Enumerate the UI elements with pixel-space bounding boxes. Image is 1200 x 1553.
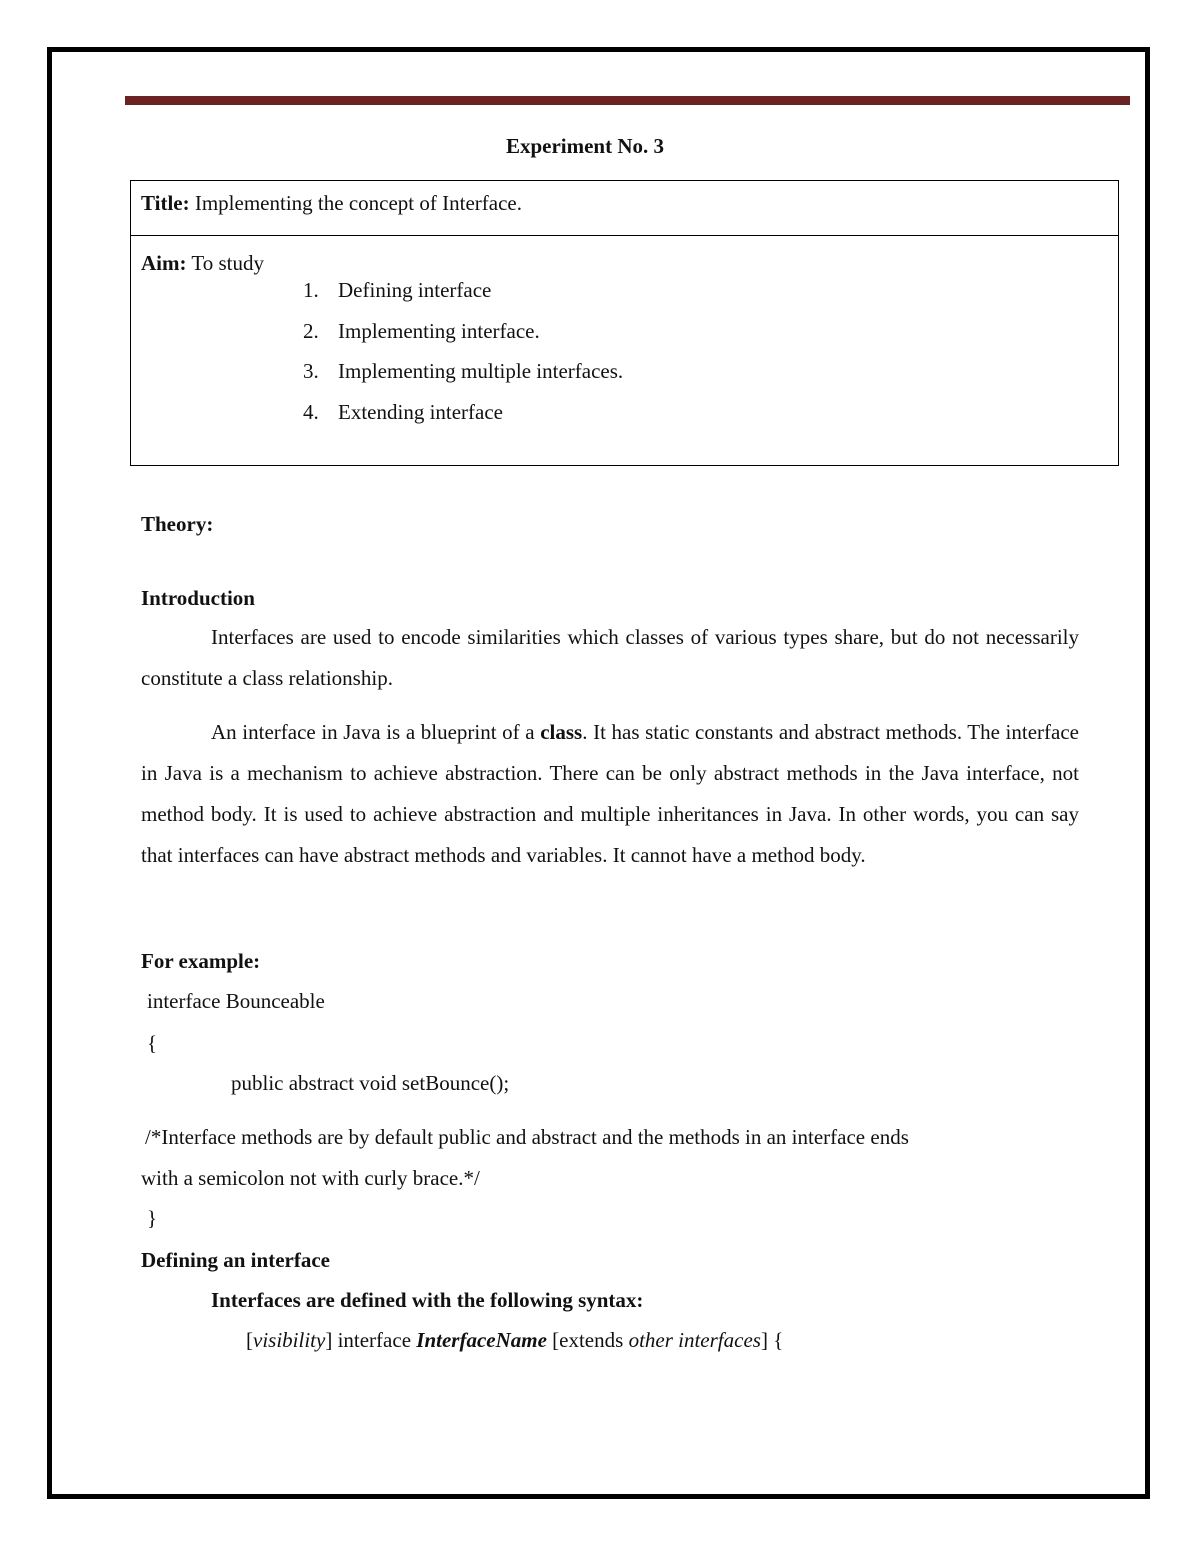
aim-item-number: 4.	[303, 400, 319, 424]
example-heading: For example:	[141, 949, 261, 973]
syntax-text: [extends	[546, 1328, 629, 1352]
syntax-interface-name: InterfaceName	[416, 1328, 547, 1352]
aim-item-text: Extending interface	[338, 400, 504, 424]
paragraph-text-end: . It has static constants and abstract methods. The interface in Java is a mechanism to achieve abstraction. There can be only abstract methods in the Java interface, not method body. It is used to achieve abstraction and multiple inheritances in Java. In other words, you can say that interfaces can have abstract methods and variables. It cannot have a method body.	[141, 720, 1079, 867]
aim-item-text: Implementing interface.	[338, 319, 540, 343]
paragraph-text-start: An interface in Java is a blueprint of a	[211, 720, 541, 744]
aim-item	[303, 321, 540, 342]
code-line: {	[147, 1031, 158, 1055]
intro-paragraph: Interfaces are used to encode similarities which classes of various types share, but do not necessarily constitute a class relationship.	[141, 625, 1079, 690]
introduction-heading: Introduction	[141, 586, 255, 610]
aim-text: To study	[186, 251, 264, 275]
theory-heading: Theory:	[141, 512, 214, 536]
syntax-bracket: [	[246, 1328, 253, 1352]
code-line: with a semicolon not with curly brace.*/	[141, 1166, 480, 1190]
title-text: Implementing the concept of Interface.	[189, 191, 522, 215]
syntax-text: ] {	[760, 1328, 784, 1352]
aim-item	[303, 402, 503, 423]
syntax-intro: Interfaces are defined with the following syntax:	[211, 1288, 644, 1312]
interface-definition-paragraph	[141, 712, 1079, 876]
aim-item-number: 3.	[303, 359, 319, 383]
syntax-visibility: visibility	[253, 1328, 326, 1352]
code-line: public abstract void setBounce();	[231, 1071, 510, 1095]
code-line: /*Interface methods are by default public and abstract and the methods in an interface ends	[145, 1125, 909, 1149]
syntax-other-interfaces: other interfaces	[628, 1328, 761, 1352]
aim-item	[303, 361, 623, 382]
aim-item-number: 1.	[303, 278, 319, 302]
aim-item	[303, 280, 491, 301]
aim-item-text: Defining interface	[338, 278, 492, 302]
aim-item-number: 2.	[303, 319, 319, 343]
title-label: Title:	[141, 191, 190, 215]
title-row	[141, 193, 522, 214]
box-divider	[131, 235, 1118, 236]
header-accent-bar	[125, 96, 1130, 105]
aim-label: Aim:	[141, 251, 187, 275]
syntax-line	[246, 1330, 783, 1351]
code-line: }	[147, 1206, 158, 1230]
title-aim-box	[130, 180, 1119, 466]
aim-row	[141, 253, 264, 274]
aim-item-text: Implementing multiple interfaces.	[338, 359, 624, 383]
class-keyword: class	[540, 720, 583, 744]
defining-interface-heading: Defining an interface	[141, 1248, 330, 1272]
syntax-text: ] interface	[325, 1328, 417, 1352]
experiment-heading: Experiment No. 3	[505, 134, 665, 158]
code-line: interface Bounceable	[147, 989, 325, 1013]
